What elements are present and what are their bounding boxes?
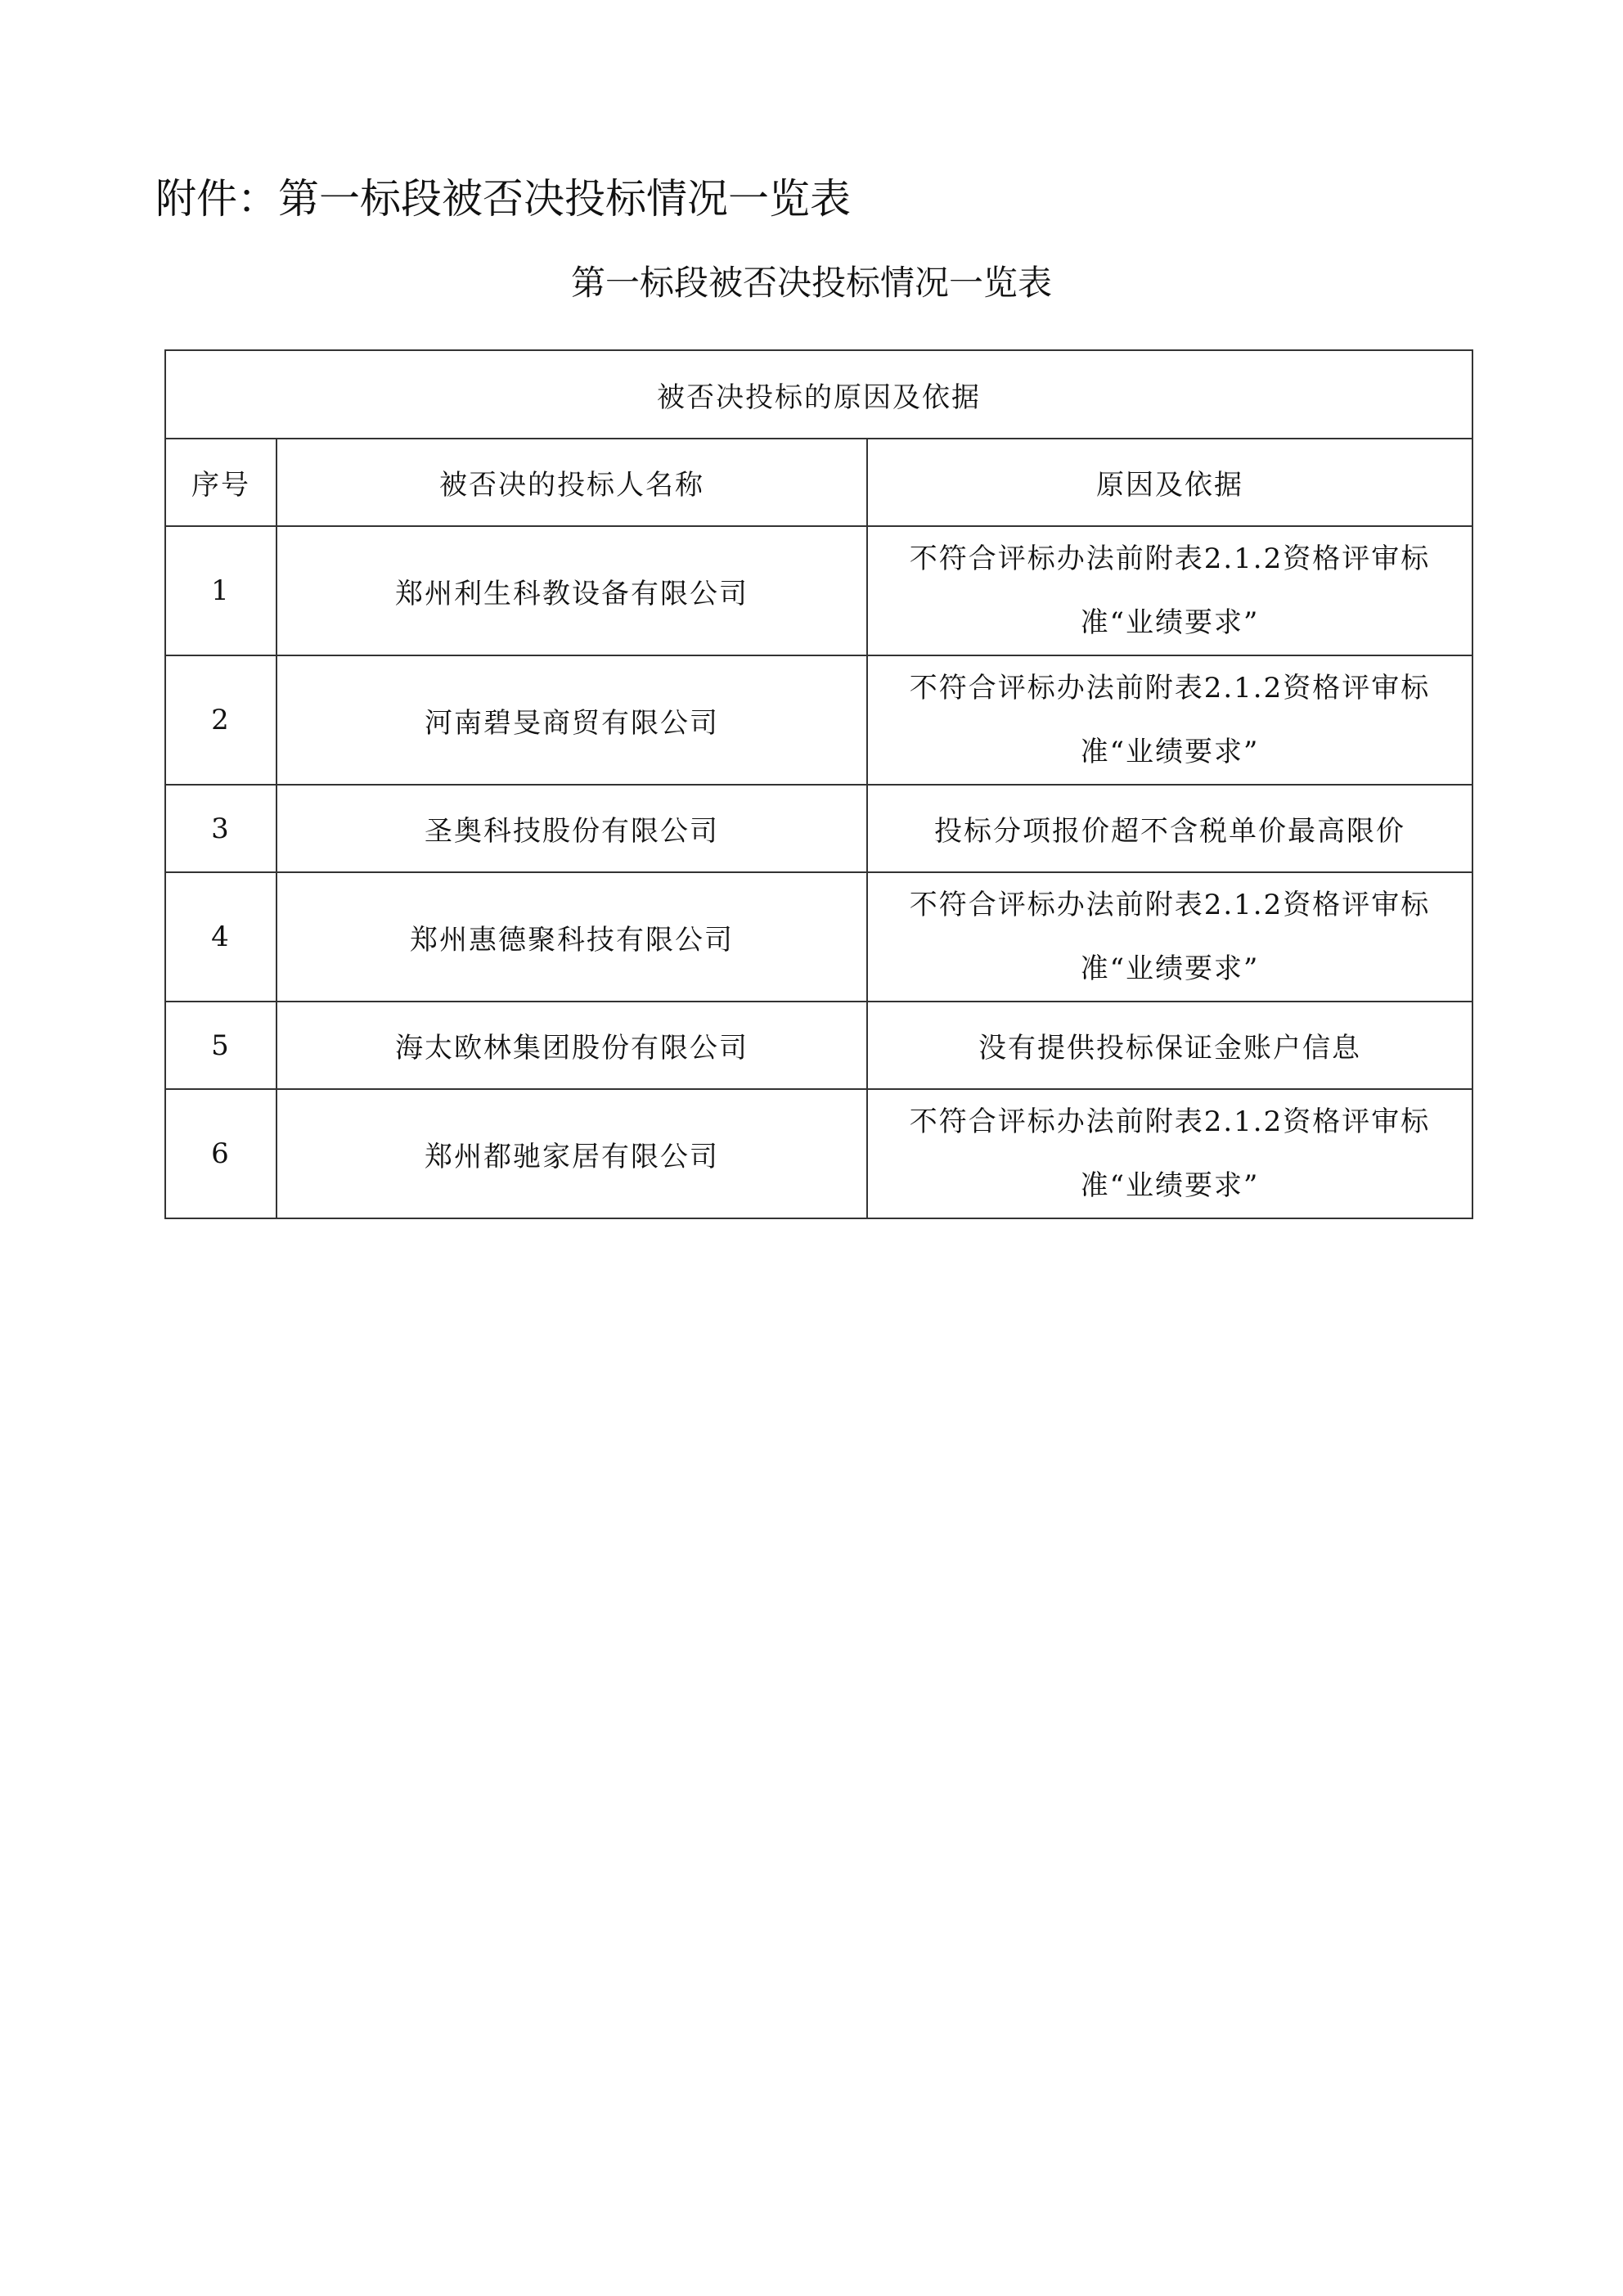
bidder-name: 河南碧旻商贸有限公司 [276,655,867,785]
header-reason: 原因及依据 [867,439,1472,526]
table-banner: 被否决投标的原因及依据 [165,350,1472,439]
rejection-reason: 不符合评标办法前附表2.1.2资格评审标准“业绩要求” [867,1089,1472,1218]
table-row [165,1002,1472,1089]
serial-no: 2 [165,655,276,785]
rejection-reason: 不符合评标办法前附表2.1.2资格评审标准“业绩要求” [867,526,1472,655]
bidder-name: 郑州惠德聚科技有限公司 [276,872,867,1002]
table-row [165,655,1472,785]
table-banner-row [165,350,1472,439]
table-title: 第一标段被否决投标情况一览表 [570,263,1052,303]
bidder-name: 郑州利生科教设备有限公司 [276,526,867,655]
header-bidder-name: 被否决的投标人名称 [276,439,867,526]
table-header-row [165,439,1472,526]
serial-no: 3 [165,785,276,872]
table-row [165,785,1472,872]
attachment-title: 附件：第一标段被否决投标情况一览表 [155,175,851,223]
rejection-reason: 投标分项报价超不含税单价最高限价 [867,785,1472,872]
table-row [165,526,1472,655]
serial-no: 1 [165,526,276,655]
table-row [165,1089,1472,1218]
rejected-bids-table [164,349,1473,1219]
table-row [165,872,1472,1002]
bidder-name: 海太欧林集团股份有限公司 [276,1002,867,1089]
rejection-reason: 没有提供投标保证金账户信息 [867,1002,1472,1089]
serial-no: 4 [165,872,276,1002]
rejection-reason: 不符合评标办法前附表2.1.2资格评审标准“业绩要求” [867,872,1472,1002]
header-serial-no: 序号 [165,439,276,526]
serial-no: 5 [165,1002,276,1089]
bidder-name: 圣奥科技股份有限公司 [276,785,867,872]
serial-no: 6 [165,1089,276,1218]
rejection-reason: 不符合评标办法前附表2.1.2资格评审标准“业绩要求” [867,655,1472,785]
bidder-name: 郑州都驰家居有限公司 [276,1089,867,1218]
